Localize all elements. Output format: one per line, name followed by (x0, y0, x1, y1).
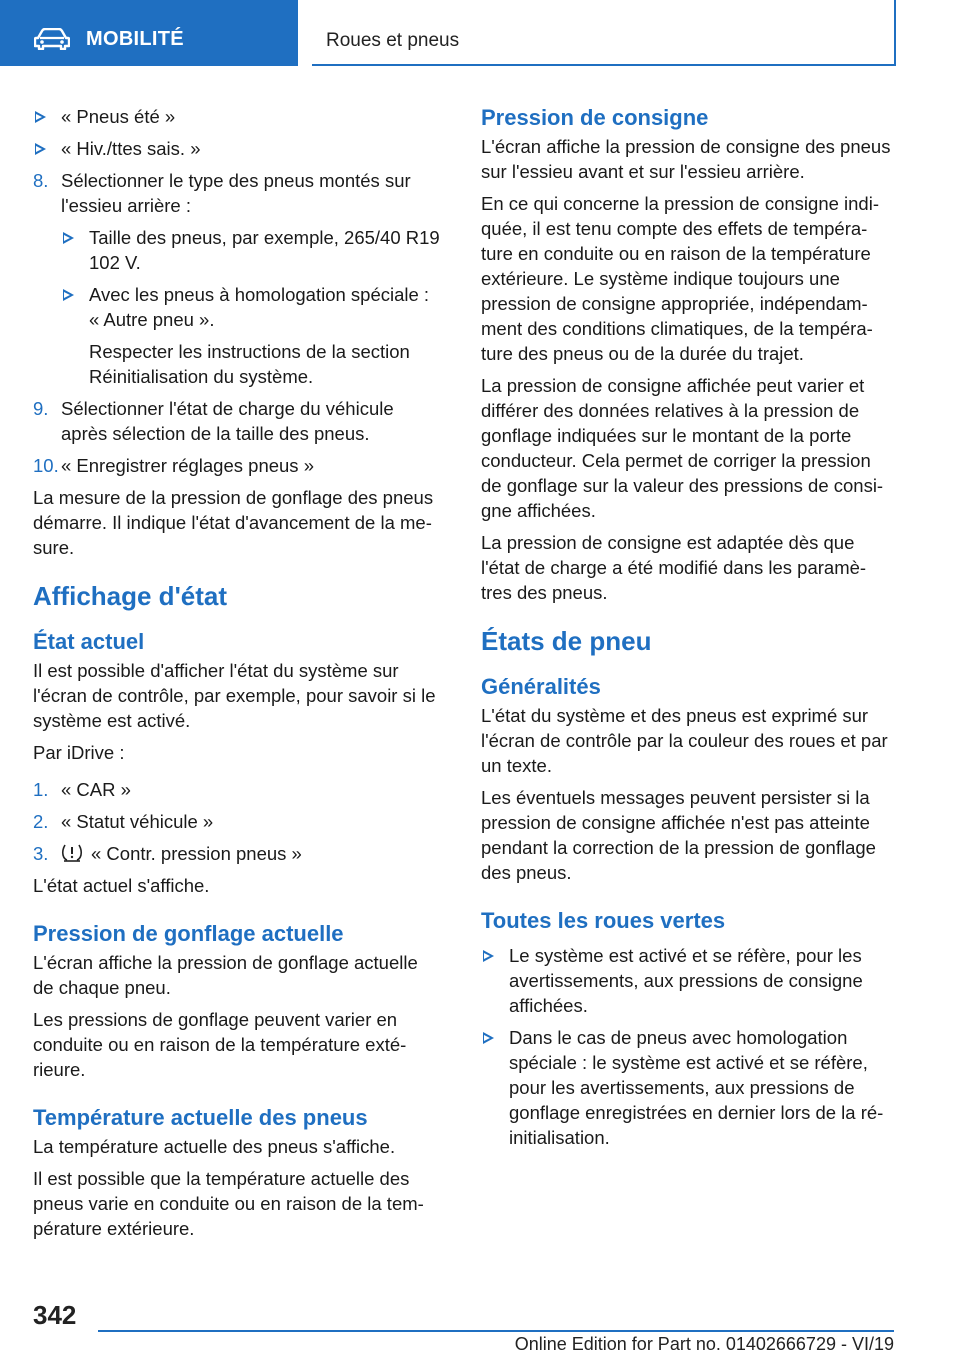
heading-etats-pneu: États de pneu (481, 626, 652, 656)
paragraph: L'état du système et des pneus est exprimé sur l'écran de contrôle par la couleur des roues et par un texte. (481, 705, 888, 776)
paragraph: L'état actuel s'affiche. (33, 875, 210, 896)
paragraph: Les éventuels messages peuvent persister si la pression de consigne affichée n'est pas atteinte pendant la correction de la pression de gonflage des pneus. (481, 787, 876, 883)
chapter-box (312, 0, 896, 66)
heading-affichage: Affichage d'état (33, 581, 227, 611)
car-icon (34, 28, 70, 50)
triangle-bullet-icon (35, 111, 46, 123)
step-2: 2. « Statut véhicule » (33, 811, 214, 832)
footer-edition: Online Edition for Part no. 01402666729 - VI/19 (514, 1334, 894, 1354)
triangle-bullet-icon (483, 950, 494, 962)
list-item: « Pneus été » (33, 104, 443, 129)
section-tab (0, 0, 298, 66)
step-8: 8. Sélectionner le type des pneus montés sur l'essieu arrière : (33, 170, 411, 216)
paragraph: La mesure de la pression de gonflage des pneus démarre. Il indique l'état d'avancement de la me‐ sure. (33, 487, 434, 558)
triangle-bullet-icon (63, 289, 74, 301)
footer-divider (98, 1330, 894, 1332)
paragraph: En ce qui concerne la pression de consigne indi‐ quée, il est tenu compte des effets de tempéra‐ ture en conduite ou en raison de la température extérieure. Le système indique toujours une pression de consigne appropriée, indépendam‐ ment des conditions climatiques, de la tempéra‐ ture des pneus ou de la durée du trajet. (481, 193, 879, 364)
paragraph: La pression de consigne affichée peut varier et différer des données relatives à la pression de gonflage indiquées sur le montant de la porte conducteur. Cela permet de corriger la pression de gonflage sur la valeur des pressions de consi‐ gne affichées. (481, 375, 884, 521)
list-item: Dans le cas de pneus avec homologation spéciale : le système est activé et se réfère, pour les avertissements, aux pressions de gonflage enregistrées en dernier lors de la ré‐ initialisation. (481, 1025, 893, 1150)
step-10: 10. « Enregistrer réglages pneus » (33, 455, 314, 476)
note-text: Respecter les instructions de la section Réinitialisation du système. (89, 341, 410, 387)
tire-pressure-warning-icon (61, 843, 83, 863)
triangle-bullet-icon (35, 143, 46, 155)
list-item: Le système est activé et se réfère, pour les avertissements, aux pressions de consigne affichées. (481, 943, 893, 1018)
heading-etat-actuel: État actuel (33, 629, 145, 654)
list-item: Avec les pneus à homologation spéciale : « Autre pneu ». (61, 282, 443, 332)
heading-generalites: Généralités (481, 674, 601, 699)
section-title: MOBILITÉ (86, 28, 184, 50)
right-column (481, 104, 893, 1157)
left-column (33, 104, 443, 1248)
paragraph: Par iDrive : (33, 742, 125, 763)
page-number: 342 (33, 1300, 77, 1330)
paragraph: La température actuelle des pneus s'affiche. (33, 1136, 396, 1157)
heading-temperature: Température actuelle des pneus (33, 1105, 368, 1130)
paragraph: Il est possible d'afficher l'état du système sur l'écran de contrôle, par exemple, pour savoir si le système est activé. (33, 660, 436, 731)
chapter-title: Roues et pneus (326, 30, 460, 51)
page-header (0, 0, 960, 66)
triangle-bullet-icon (483, 1032, 494, 1044)
paragraph: Les pressions de gonflage peuvent varier en conduite ou en raison de la température exté‐ rieure. (33, 1009, 407, 1080)
list-item: Taille des pneus, par exemple, 265/40 R19 102 V. (61, 225, 443, 275)
triangle-bullet-icon (63, 232, 74, 244)
paragraph: La pression de consigne est adaptée dès que l'état de charge a été modifié dans les paramè‐ tres des pneus. (481, 532, 867, 603)
heading-gonflage: Pression de gonflage actuelle (33, 921, 344, 946)
paragraph: L'écran affiche la pression de gonflage actuelle de chaque pneu. (33, 952, 418, 998)
step-9: 9. Sélectionner l'état de charge du véhicule après sélection de la taille des pneus. (33, 398, 394, 444)
paragraph: Il est possible que la température actuelle des pneus varie en conduite ou en raison de la tem‐ pérature extérieure. (33, 1168, 424, 1239)
heading-roues-vertes: Toutes les roues vertes (481, 908, 726, 933)
paragraph: L'écran affiche la pression de consigne des pneus sur l'essieu avant et sur l'essieu arrière. (481, 136, 891, 182)
list-item: « Hiv./ttes sais. » (33, 136, 443, 161)
heading-consigne: Pression de consigne (481, 105, 709, 130)
step-3: 3. « Contr. pression pneus » (33, 843, 302, 864)
step-1: 1. « CAR » (33, 779, 131, 800)
